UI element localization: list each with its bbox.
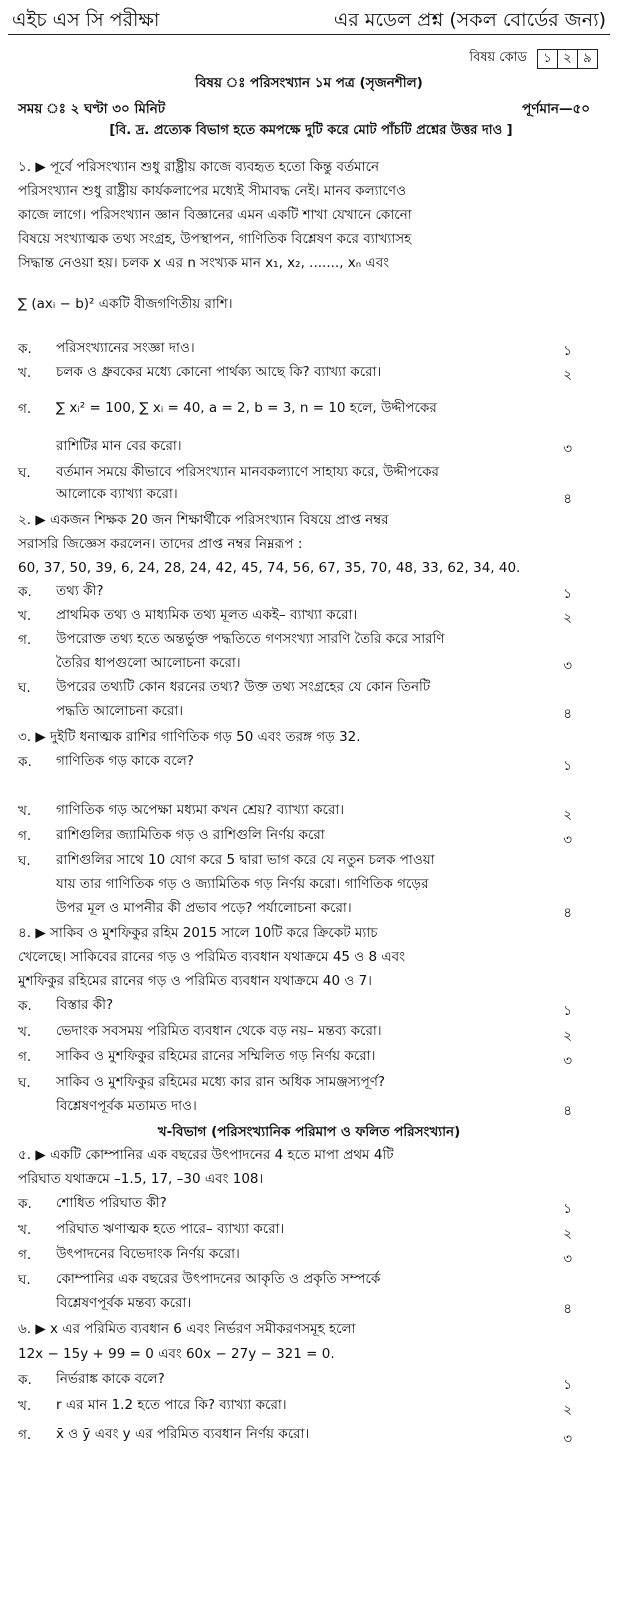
q4-line: ৪. ▶ সাকিব ও মুশফিকুর রহিম 2015 সালে 10টি করে ক্রিকেট ম্যাচ (18, 925, 378, 941)
q1-line: কাজে লাগে। পরিসংখ্যান জ্ঞান বিজ্ঞানের এমন একটি শাখা যেখানে কোনো (18, 207, 412, 223)
q6-part-text: r এর মান 1.2 হতে পারে কি? ব্যাখ্যা করো। (56, 1397, 287, 1413)
q2-part-text: উপরোক্ত তথ্য হতে অন্তর্ভুক্ত পদ্ধতিতে গণসংখ্যা সারণি তৈরি করে সারণি (56, 631, 445, 647)
q1-part-label: ক. (18, 341, 32, 357)
subject-title: বিষয় ঃ পরিসংখ্যান ১ম পত্র (সৃজনশীল) (195, 75, 423, 91)
q2-line: ২. ▶ একজন শিক্ষক 20 জন শিক্ষার্থীকে পরিসংখ্যান বিষয়ে প্রাপ্ত নম্বর (18, 512, 389, 528)
q4-part-text: সাকিব ও মুশফিকুর রহিমের রানের সম্মিলিত গড় নির্ণয় করো। (56, 1048, 376, 1064)
q2-part-marks: ৩ (563, 658, 572, 674)
q4-part-label: খ. (18, 1024, 32, 1040)
q2-part-text: তৈরির ধাপগুলো আলোচনা করো। (56, 655, 241, 671)
q1-part-marks: ২ (563, 367, 572, 383)
q3-part-label: খ. (18, 803, 32, 819)
q1-part-marks: ৪ (563, 491, 572, 507)
q2-part-marks: ১ (563, 586, 572, 602)
q4-part-marks: ৩ (563, 1053, 572, 1069)
q1-part-text: ∑ xᵢ² = 100, ∑ xᵢ = 40, a = 2, b = 3, n = 10 হলে, উদ্দীপকের (56, 400, 437, 416)
q4-line: মুশফিকুর রহিমের রানের গড় ও পরিমিত ব্যবধান যথাক্রমে 40 ও 7। (18, 973, 372, 989)
q2-part-marks: ২ (563, 610, 572, 626)
exam-title: এইচ এস সি পরীক্ষা (12, 9, 160, 31)
q1-part-marks: ৩ (563, 441, 572, 457)
q4-part-label: ক. (18, 998, 32, 1014)
q3-part-marks: ৪ (563, 905, 572, 921)
subject-code (469, 48, 598, 69)
q4-part-marks: ২ (563, 1028, 572, 1044)
q1-part-text: বর্তমান সময়ে কীভাবে পরিসংখ্যান মানবকল্যাণে সাহায্য করে, উদ্দীপকের (56, 464, 439, 480)
q5-part-label: ক. (18, 1196, 32, 1212)
q1-part-text: রাশিটির মান বের করো। (56, 438, 182, 454)
q3-part-label: গ. (18, 828, 32, 844)
q6-line: 12x − 15y + 99 = 0 এবং 60x − 27y − 321 = 0. (18, 1346, 335, 1362)
q1-part-marks: ১ (563, 343, 572, 359)
q4-line: খেলেছে। সাকিবের রানের গড় ও পরিমিত ব্যবধান যথাক্রমে 45 ও 8 এবং (18, 949, 405, 965)
q1-part-text: পরিসংখ্যানের সংজ্ঞা দাও। (56, 340, 195, 356)
q1-part-label: গ. (18, 401, 32, 417)
q6-part-marks: ২ (563, 1402, 572, 1418)
q4-part-text: ভেদাংক সবসময় পরিমিত ব্যবধান থেকে বড় নয়– মন্তব্য করো। (56, 1023, 382, 1039)
q2-part-marks: ৪ (563, 706, 572, 722)
model-question-title: এর মডেল প্রশ্ন (সকল বোর্ডের জন্য) (333, 9, 606, 31)
q5-part-marks: ১ (563, 1201, 572, 1217)
q1-line: ১. ▶ পূর্বে পরিসংখ্যান শুধু রাষ্ট্রীয় কাজে ব্যবহৃত হতো কিন্তু বর্তমানে (18, 159, 380, 175)
q3-part-text: রাশিগুলির সাথে 10 যোগ করে 5 দ্বারা ভাগ করে যে নতুন চলক পাওয়া (56, 852, 435, 868)
full-marks: পূর্ণমান—৫০ (522, 101, 590, 117)
q3-part-label: ঘ. (18, 853, 31, 869)
q4-part-text: সাকিব ও মুশফিকুর রহিমের মধ্যে কার রান অধিক সামঞ্জস্যপূর্ণ? (56, 1074, 386, 1090)
q2-part-text: তথ্য কী? (56, 583, 104, 599)
q2-line: সরাসরি জিজ্ঞেস করলেন। তাদের প্রাপ্ত নম্বর নিম্নরূপ : (18, 536, 303, 552)
q3-part-marks: ১ (563, 758, 572, 774)
exam-time: সময় ঃ ২ ঘণ্টা ৩০ মিনিট (18, 101, 166, 117)
q1-part-text: আলোকে ব্যাখ্যা করো। (56, 486, 178, 502)
q3-part-text: রাশিগুলির জ্যামিতিক গড় ও রাশিগুলি নির্ণয় করো (56, 827, 325, 843)
q3-part-text: যায় তার গাণিতিক গড় ও জ্যামিতিক গড় নির্ণয় করো। গাণিতিক গড়ের (56, 876, 429, 892)
q1-line: সিদ্ধান্ত নেওয়া হয়। চলক x এর n সংখ্যক মান x₁, x₂, ......., xₙ এবং (18, 255, 390, 271)
instruction-note: [বি. দ্র. প্রত্যেক বিভাগ হতে কমপক্ষে দুটি করে মোট পাঁচটি প্রশ্নের উত্তর দাও ] (109, 123, 513, 138)
q1-line: বিষয়ে সংখ্যাত্মক তথ্য সংগ্রহ, উপস্থাপন, গাণিতিক বিশ্লেষণ করে ব্যাখ্যাসহ (18, 231, 412, 247)
section-b-title: খ-বিভাগ (পরিসংখ্যানিক পরিমাপ ও ফলিত পরিসংখ্যান) (157, 1124, 461, 1140)
q1-part-text: চলক ও ধ্রুবকের মধ্যে কোনো পার্থক্য আছে কি? ব্যাখ্যা করো। (56, 364, 382, 380)
subject-code-label: বিষয় কোড (469, 50, 527, 65)
q3-part-marks: ৩ (563, 832, 572, 848)
q4-part-marks: ৪ (563, 1103, 572, 1119)
q3-part-label: ক. (18, 754, 32, 770)
code-digit: ২ (558, 50, 578, 68)
q4-part-marks: ১ (563, 1003, 572, 1019)
q1-line: পরিসংখ্যান শুধু রাষ্ট্রীয় কার্যকলাপের মধ্যেই সীমাবদ্ধ নেই। মানব কল্যাণেও (18, 183, 407, 199)
q2-part-text: প্রাথমিক তথ্য ও মাধ্যমিক তথ্য মূলত একই– ব্যাখ্যা করো। (56, 607, 358, 623)
q6-part-label: ক. (18, 1372, 32, 1388)
q5-part-label: ঘ. (18, 1272, 31, 1288)
q4-part-text: বিস্তার কী? (56, 997, 114, 1013)
q4-part-label: গ. (18, 1049, 32, 1065)
q3-part-text: উপর মূল ও মাপনীর কী প্রভাব পড়ে? পর্যালোচনা করো। (56, 900, 352, 916)
q6-part-text: x̄ ও ȳ এবং y এর পরিমিত ব্যবধান নির্ণয় করো। (56, 1426, 310, 1442)
q2-part-label: খ. (18, 608, 32, 624)
q5-part-label: গ. (18, 1247, 32, 1263)
q2-part-label: ঘ. (18, 680, 31, 696)
q6-line: ৬. ▶ x এর পরিমিত ব্যবধান 6 এবং নির্ভরণ সমীকরণসমূহ হলো (18, 1321, 356, 1337)
q5-part-marks: ২ (563, 1226, 572, 1242)
q2-part-label: গ. (18, 632, 32, 648)
q4-part-text: বিশ্লেষণপূর্বক মতামত দাও। (56, 1098, 197, 1114)
q5-part-label: খ. (18, 1222, 32, 1238)
q5-part-marks: ৪ (563, 1301, 572, 1317)
q5-part-text: কোম্পানির এক বছরের উৎপাদনের আকৃতি ও প্রকৃতি সম্পর্কে (56, 1271, 381, 1287)
code-digit: ১ (538, 50, 558, 68)
q3-line: ৩. ▶ দুইটি ধনাত্মক রাশির গাণিতিক গড় 50 এবং তরঙ্গ গড় 32. (18, 729, 361, 745)
q2-part-label: ক. (18, 584, 32, 600)
code-digit: ৯ (583, 50, 592, 66)
q2-part-text: পদ্ধতি আলোচনা করো। (56, 703, 184, 719)
page-header (8, 4, 610, 35)
q3-part-text: গাণিতিক গড় অপেক্ষা মধ্যমা কখন শ্রেয়? ব্যাখ্যা করো। (56, 802, 345, 818)
q5-part-text: শোধিত পরিঘাত কী? (56, 1195, 167, 1211)
q1-part-label: খ. (18, 365, 32, 381)
q6-part-text: নির্ভরাঙ্ক কাকে বলে? (56, 1371, 165, 1387)
q5-part-marks: ৩ (563, 1251, 572, 1267)
q5-line: পরিঘাত যথাক্রমে –1.5, 17, –30 এবং 108। (18, 1171, 264, 1187)
q1-formula: ∑ (axᵢ − b)² একটি বীজগণিতীয় রাশি। (18, 296, 233, 312)
subject-code-boxes (537, 49, 598, 69)
q6-part-label: খ. (18, 1398, 32, 1414)
q6-part-label: গ. (18, 1427, 32, 1443)
q5-part-text: উৎপাদনের বিভেদাংক নির্ণয় করো। (56, 1246, 240, 1262)
q1-part-label: ঘ. (18, 465, 31, 481)
q6-part-marks: ৩ (563, 1431, 572, 1447)
q2-part-text: উপরের তথ্যটি কোন ধরনের তথ্য? উক্ত তথ্য সংগ্রহের যে কোন তিনটি (56, 679, 431, 695)
q3-part-marks: ২ (563, 807, 572, 823)
q5-line: ৫. ▶ একটি কোম্পানির এক বছরের উৎপাদনের 4 হতে মাপা প্রথম 4টি (18, 1147, 394, 1163)
q3-part-text: গাণিতিক গড় কাকে বলে? (56, 753, 194, 769)
q5-part-text: বিশ্লেষণপূর্বক মন্তব্য করো। (56, 1295, 192, 1311)
q2-line: 60, 37, 50, 39, 6, 24, 28, 24, 42, 45, 74, 56, 67, 35, 70, 48, 33, 62, 34, 40. (18, 560, 521, 576)
q5-part-text: পরিঘাত ঋণাত্মক হতে পারে– ব্যাখ্যা করো। (56, 1221, 285, 1237)
q4-part-label: ঘ. (18, 1075, 31, 1091)
q6-part-marks: ১ (563, 1377, 572, 1393)
